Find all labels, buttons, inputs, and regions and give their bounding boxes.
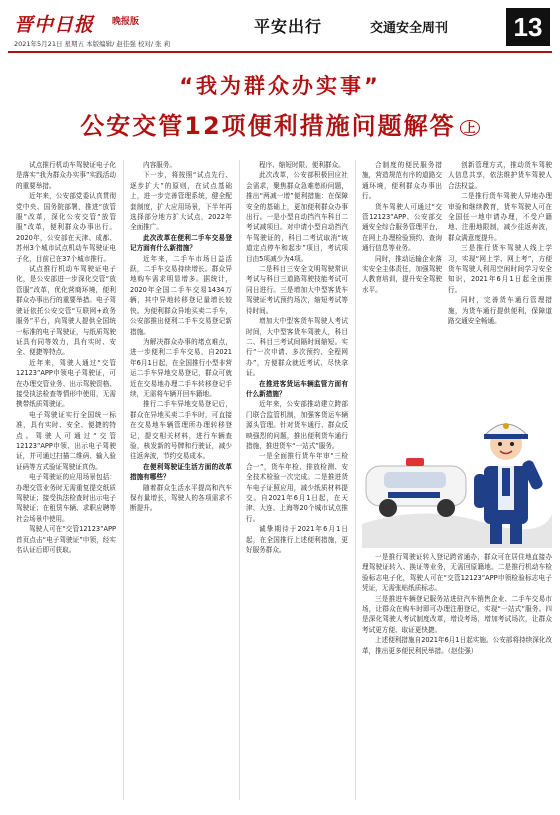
column-divider (239, 160, 240, 800)
article-paragraph: 试点推行机动车驾驶证电子化是落实“我为群众办实事”实践活动的重要举措。 (16, 161, 116, 190)
article-column-1 (16, 160, 116, 800)
weekly-title: 交通安全周刊 (370, 21, 449, 36)
column-divider (355, 160, 356, 800)
article-paragraph: 程序、缩短时限、便利群众。 (259, 161, 345, 169)
article-paragraph: 驾驶人可在“交管12123”APP首页点击“电子驾驶证”申领，经实名认证后即可获取。 (16, 525, 116, 555)
article-paragraph: 增加大中型客货车驾驶人考试时间，大中型客货车驾驶人，科目二、科目三考试间隔时间缩短。实行“一次申请、多次预约、全程网办”，方便群众就近考试、尽快拿证。 (246, 317, 348, 378)
article-paragraph: 诚挚期待于2021年6月1日起，在全国推行上述便利措施，更好服务群众。 (246, 525, 348, 555)
article-paragraph: 近年来，二手车市场日益活跃，二手车交易持续增长。群众异地购车需求明显增多。据统计，2020年全国二手车交易1434万辆，其中异地转移登记量增长较快。为便利群众异地买卖二手车，公安部推出便利二手车交易登记新措施。 (130, 254, 232, 336)
article-paragraph: 近年来，驾驶人通过“交管12123”APP申领电子驾驶证，可在办理交管业务、出示驾驶资格、接受执法检查等情形中使用，无需携带纸质驾驶证。 (16, 358, 116, 409)
article-paragraph: 下一步，将按照“试点先行、逐步扩大”的原则，在试点基础上，进一步完善管理系统，健全配套制度，扩大应用场景，下半年再选择部分地方扩大试点，2022年全面推广。 (130, 171, 232, 232)
article-paragraph: 近年来，公安部党委认真贯彻党中央、国务院部署，推进“放管服”改革，深化公安交管“放管服”改革，便利群众办事出行。2020年，公安部在天津、成都、苏州3个城市试点机动车驾驶证电子化，目前已在37个城市推行。 (16, 192, 116, 263)
article-paragraph: 三是推进车辆登记服务站进驻汽车销售企业、二手车交易市场，让群众在购车时即可办理注册登记，实现“一站式”服务。四是深化驾驶人考试制度改革，增设考场，增加考试场次，让群众考试更方便、取证更快捷。 (362, 594, 552, 634)
article-paragraph: 推行二手车异地交易登记后，群众在异地买卖二手车时，可直接在交易地车辆管理所办理转移登记，提交相关材料，进行车辆查验，核发新的号牌和行驶证，减少往返奔波，节约交易成本。 (130, 400, 232, 461)
article-paragraph: 试点推行机动车驾驶证电子化，是公安部进一步深化交管“放管服”改革，优化营商环境，便利群众办事出行的重要举措。电子驾驶证依托公安交管“互联网+政务服务”平台，向驾驶人提供全国统一标准的电子驾驶证，与纸质驾驶证具有同等效力，具有实时、安全、便捷等特点。 (16, 265, 116, 357)
article-paragraph: 同时，推动运输企业落实安全主体责任，加强驾驶人教育培训，提升安全驾驶水平。 (362, 254, 442, 294)
article-paragraph: 随着群众生活水平提高和汽车保有量增长，驾驶人的各项需求不断提升。 (130, 483, 232, 513)
article-paragraph: 电子驾驶证实行全国统一标准，具有实时、安全、便捷的特点。驾驶人可通过“交管12123”APP申领、出示电子驾驶证，并可通过扫描二维码、输入验证码等方式验证驾驶证真伪。 (16, 410, 116, 471)
newspaper-logo: 晋中日报 (14, 14, 95, 36)
article-paragraph: 此次改革，公安部积极回应社会需求，聚焦群众急难愁盼问题，推出“两减一增”便利措施：在保障安全的基础上，更加便利群众办事出行。一是小型自动挡汽车科目二考试减项目。对申请小型自动挡汽车驾驶证的，科目二考试取消“坡道定点停车和起步”项目，考试项目由5项减少为4项。 (246, 171, 348, 263)
headline: “我为群众办实事” (179, 74, 381, 98)
article-column-4-lower (362, 552, 552, 800)
article-paragraph: 货车驾驶人可通过“交管12123”APP、公安部交通安全综合服务管理平台，在网上办理检验预约、查询通行信息等业务。 (362, 202, 442, 253)
article-paragraph: 一是推行驾驶证转入登记跨省通办，群众可在居住地直接办理驾驶证转入、换证等业务，无需回原籍地。二是推行机动车检验标志电子化，驾驶人可在“交管12123”APP申领检验标志电子凭证，无需张贴纸质标志。 (362, 553, 552, 593)
issue-info: 2021年5月21日 星期五 本版编辑/ 赵佳强 校对/ 张 莉 (14, 40, 171, 48)
article-column-3 (246, 160, 348, 800)
article-paragraph: 电子驾驶证的应用场景包括：办理交管业务时无需重复提交纸质驾驶证；接受执法检查时出示电子驾驶证；在租赁车辆、求职应聘等社会场景中使用。 (16, 473, 116, 523)
page-number: 13 (506, 8, 550, 46)
question-heading: 在便利驾驶证生活方面的改革措施有哪些？ (130, 462, 232, 482)
article-paragraph: 上述便利措施自2021年6月1日起实施。公安部将持续深化改革，推出更多便民利民举措。（赵佳强） (362, 636, 552, 655)
article-paragraph: 二是推行货车驾驶人异地办理审验和继续教育，货车驾驶人可在全国任一地申请办理，不受户籍地、注册地限制，减少往返奔波，群众满意度提升。 (448, 192, 552, 242)
masthead (8, 6, 552, 50)
article-paragraph: 一是全面推行货车年审“三检合一”，货车年检、排放检测、安全技术检验一次完成。二是推进货车电子证照应用，减少纸质材料提交。自2021年6月1日起，在天津、大连、上海等20个城市试点推行。 (246, 452, 348, 523)
article-column-2 (130, 160, 232, 800)
article-paragraph: 创新管理方式，推动货车驾驶人信息共享，依法维护货车驾驶人合法权益。 (448, 161, 552, 190)
masthead-divider (8, 51, 552, 53)
part-marker: 上 (460, 120, 480, 136)
article-paragraph: 合制度的便民服务措施，营造规范有序的道路交通环境，便利群众办事出行。 (362, 161, 442, 201)
question-heading: 在推进客货运车辆监管方面有什么新措施？ (246, 379, 348, 398)
subheadline (0, 106, 560, 141)
article-paragraph: 为解决群众办事的堵点难点，进一步便利二手车交易，自2021年6月1日起，在全国推行小型非营运二手车异地交易登记，群众可就近在交易地办理二手车转移登记手续，无需将车辆开回车籍地。 (130, 337, 232, 398)
article-paragraph: 二是科目三安全文明驾驶常识考试与科目三道路驾驶技能考试可同日进行。三是增加大中型客货车驾驶证考试预约场次，缩短考试等待时间。 (246, 265, 348, 315)
section-title: 平安出行 (254, 17, 323, 36)
traffic-police-illustration (362, 404, 552, 548)
article-paragraph: 三是推行货车驾驶人线上学习，实现“网上学、网上考”，方便货车驾驶人利用空闲时间学习安全知识，2021年6月1日起全面推行。 (448, 244, 552, 294)
article-paragraph: 近年来，公安部推动建立跨部门联合监管机制，加强客货运车辆源头管理。针对货车通行、群众反映强烈的问题，推出便利货车通行措施，推进货车“一站式”服务。 (246, 400, 348, 450)
column-divider (123, 160, 124, 800)
article-paragraph: 同时，完善货车通行管理措施，为货车通行提供便利，保障道路交通安全畅通。 (448, 296, 552, 326)
article-paragraph: 内容服务。 (143, 161, 176, 169)
question-heading: 此次改革在便利二手车交易登记方面有什么新措施？ (130, 233, 232, 253)
subheadline-text: 公安交管12项便利措施问题解答 (80, 112, 456, 140)
illustration-svg (362, 404, 552, 548)
edition-label: 晚报版 (112, 17, 140, 27)
